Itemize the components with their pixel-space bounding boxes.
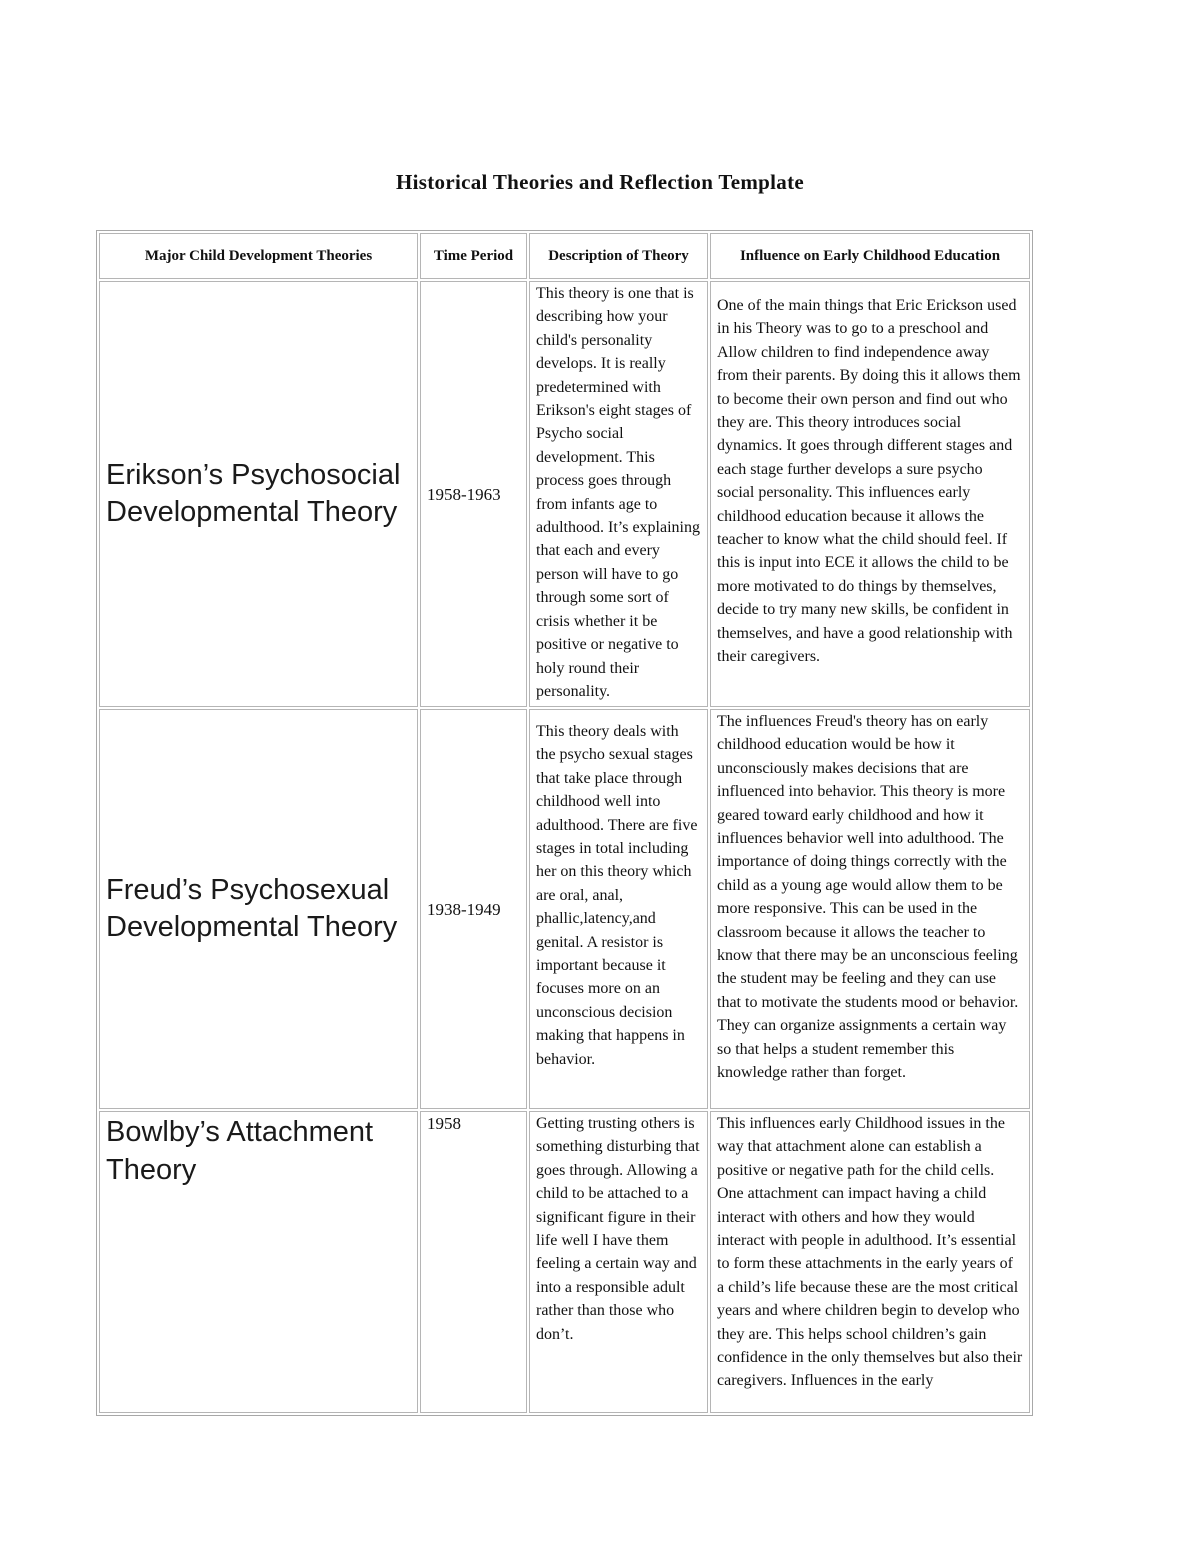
influence-cell: The influences Freud's theory has on early childhood education would be how it unconsciously makes decisions that are influenced into behavior. This theory is more geared toward early childhood and how it influences behavior well into adulthood. The importance of doing things correctly with the child as a young age would allow them to be more responsive. This can be used in the classroom because it allows the teacher to know that there may be an unconscious feeling the student may be feeling and they can use that to motivate the students mood or behavior. They can organize assignments a certain way so that helps a student remember this knowledge rather than forget. (710, 709, 1030, 1109)
theories-table (96, 230, 1033, 1416)
table-header-row (99, 233, 1030, 279)
header-theory: Major Child Development Theories (99, 233, 418, 279)
theory-name-cell: Erikson’s Psychosocial Developmental Theory (99, 281, 418, 707)
document-title: Historical Theories and Reflection Template (396, 170, 804, 194)
influence-cell (710, 1111, 1030, 1413)
header-description: Description of Theory (529, 233, 708, 279)
description-cell: This theory is one that is describing how your child's personality develops. It is really predetermined with Erikson's eight stages of Psycho social development. This process goes through from infants age to adulthood. It’s explaining that each and every person will have to go through some sort of crisis whether it be positive or negative to holy round their personality. (529, 281, 708, 707)
table-row (99, 709, 1030, 1109)
influence-text: This influences early Childhood issues in the way that attachment alone can establish a positive or negative path for the child cells. One attachment can impact having a child interact with others and how they would interact with people in adulthood. It’s essential to form these attachments in the early years of a child’s life because these are the most critical years and where children begin to develop who they are. This helps school children’s gain confidence in the only themselves but also their caregivers. Influences in the early (717, 1115, 1023, 1390)
influence-cell: One of the main things that Eric Erickson used in his Theory was to go to a preschool and Allow children to find independence away from their parents. By doing this it allows them to become their own person and find out who they are. This theory introduces social dynamics. It goes through different stages and each stage further develops a sure psycho social personality. This influences early childhood education because it allows the teacher to know what the child should feel. If this is input into ECE it allows the child to be more motivated to do things by themselves, decide to try many new skills, be confident in themselves, and have a good relationship with their caregivers. (710, 281, 1030, 707)
description-cell: This theory deals with the psycho sexual stages that take place through childhood well into adulthood. There are five stages in total including her on this theory which are oral, anal, phallic,latency,and genital. A resistor is important because it focuses more on an unconscious decision making that happens in behavior. (529, 709, 708, 1109)
header-influence: Influence on Early Childhood Education (710, 233, 1030, 279)
time-period-cell: 1958-1963 (420, 281, 527, 707)
theory-name-cell: Bowlby’s Attachment Theory (99, 1111, 418, 1413)
theory-name-cell: Freud’s Psychosexual Developmental Theory (99, 709, 418, 1109)
description-cell: Getting trusting others is something disturbing that goes through. Allowing a child to be attached to a significant figure in their life well I have them feeling a certain way and into a responsible adult rather than those who don’t. (529, 1111, 708, 1413)
header-time-period: Time Period (420, 233, 527, 279)
table-row (99, 1111, 1030, 1413)
time-period-cell: 1958 (420, 1111, 527, 1413)
table-row (99, 281, 1030, 707)
time-period-cell: 1938-1949 (420, 709, 527, 1109)
